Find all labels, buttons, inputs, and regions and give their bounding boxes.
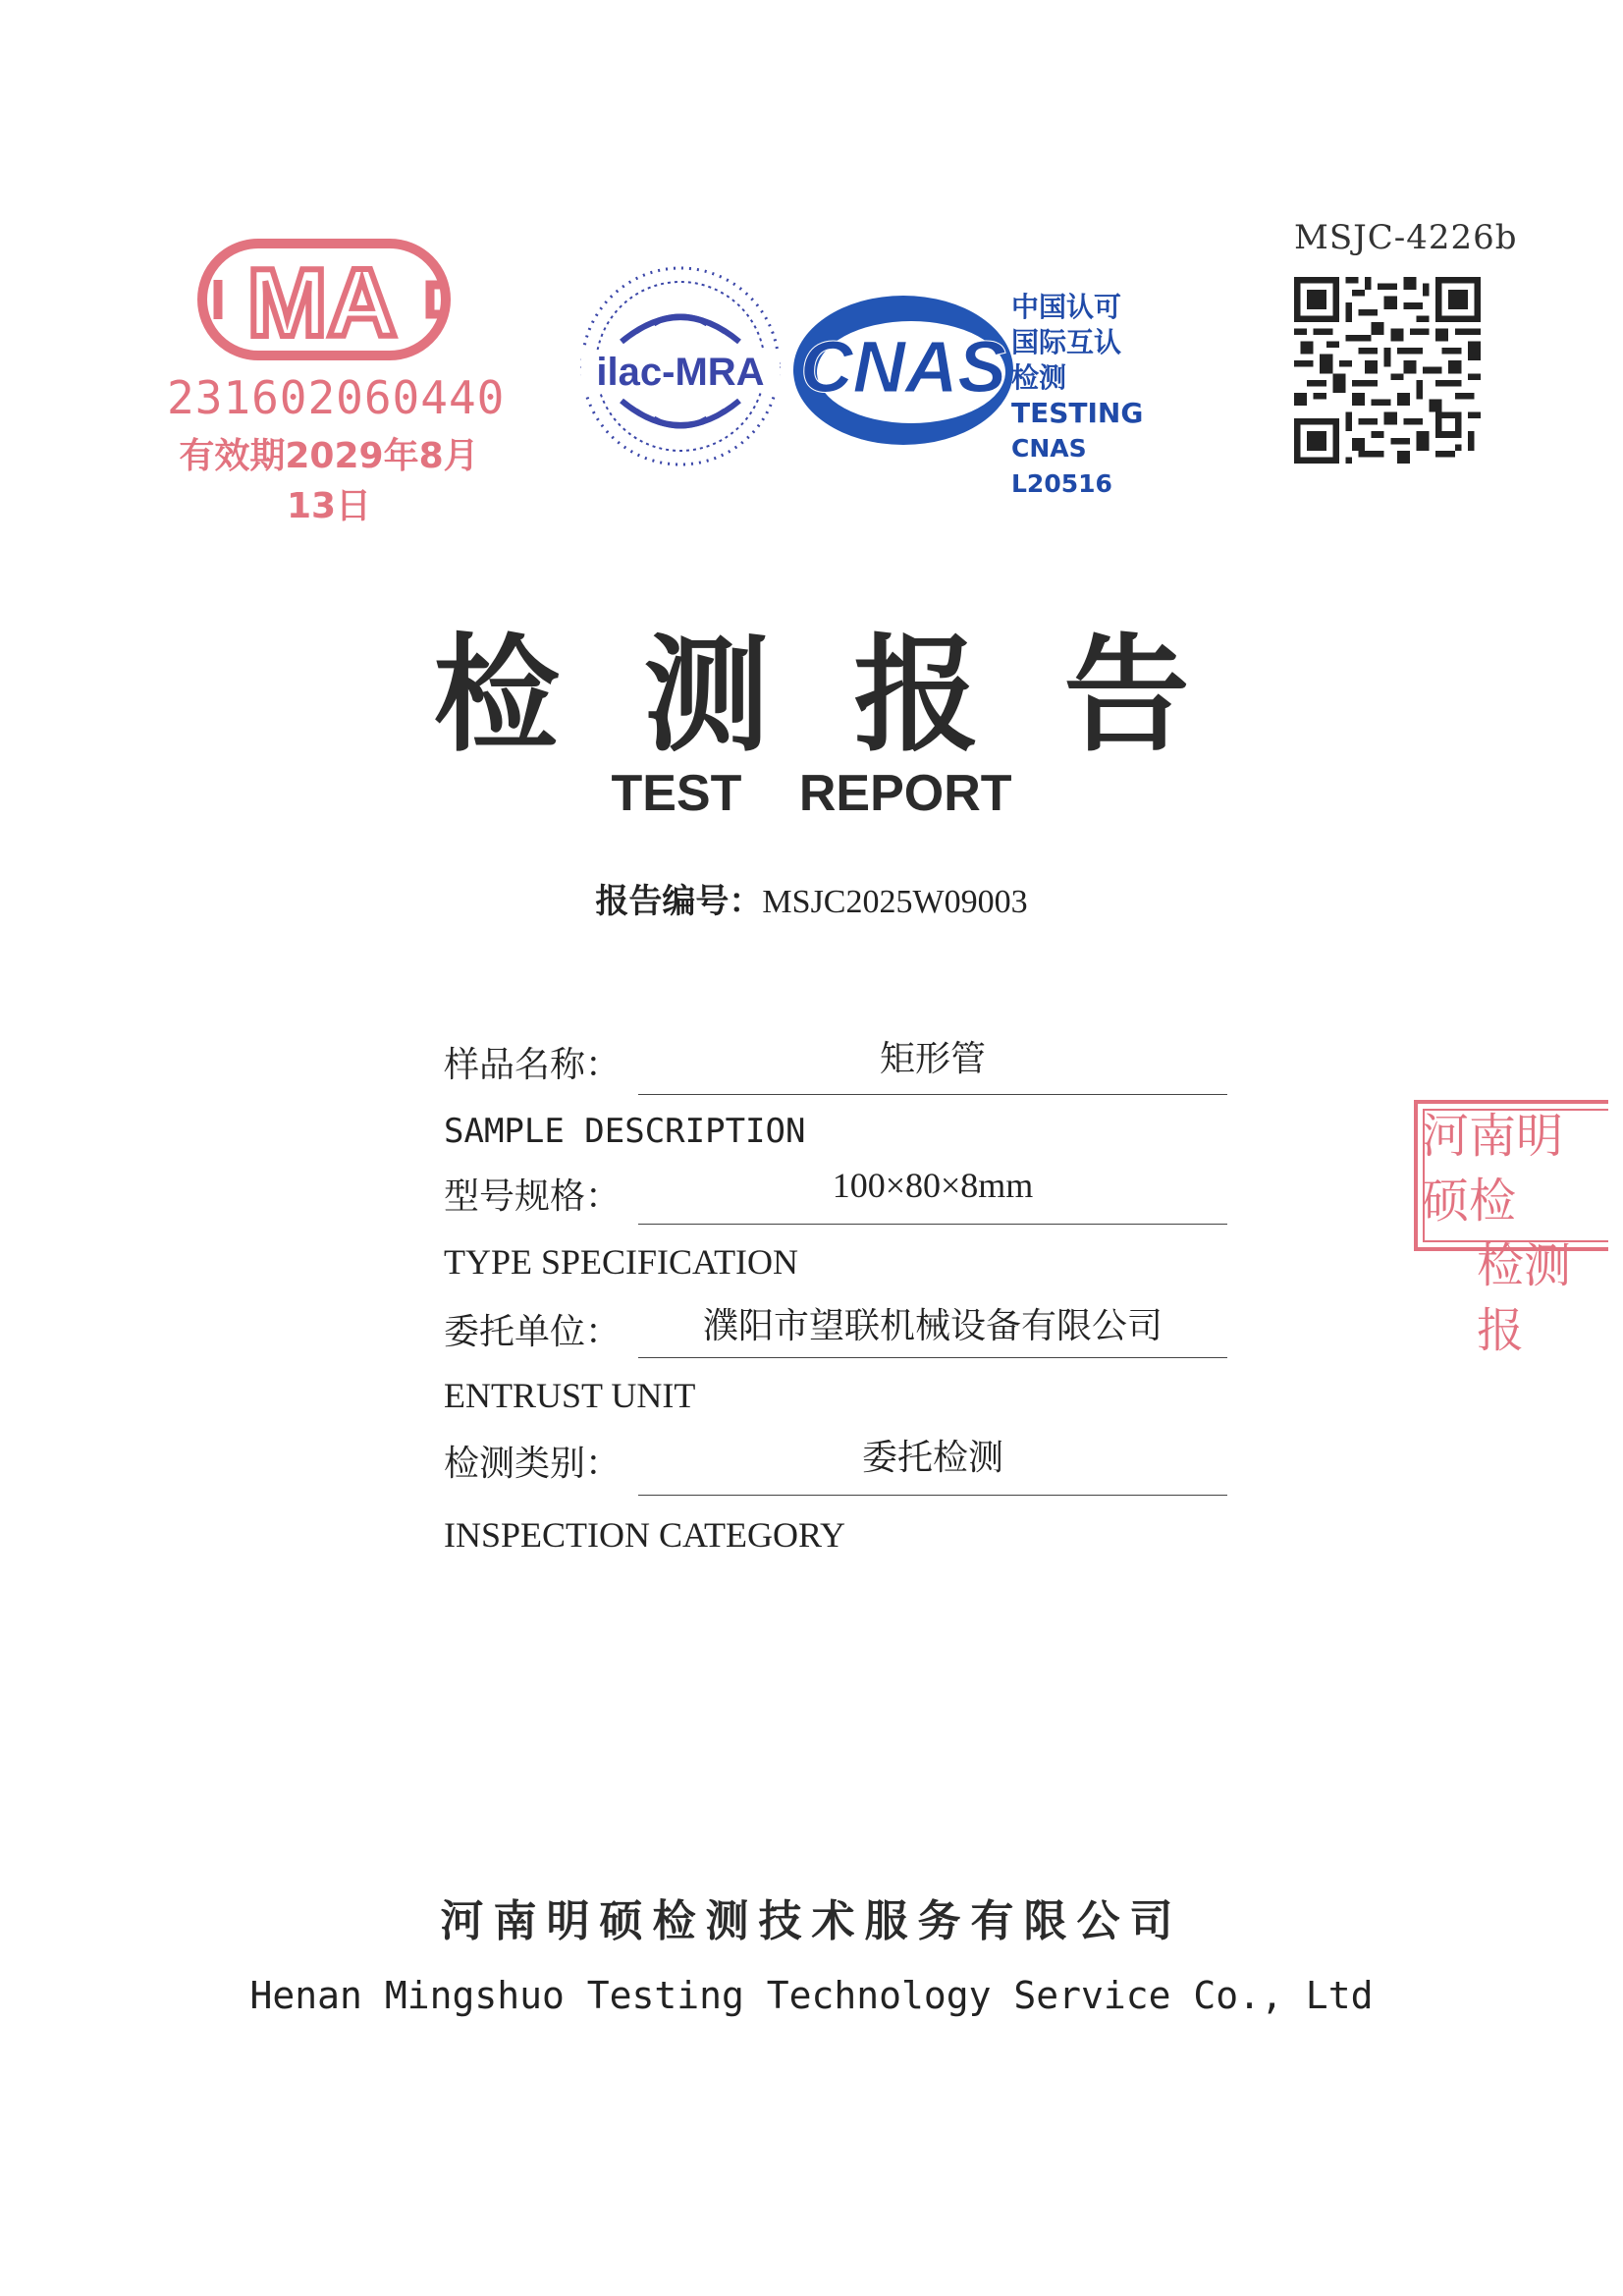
- entrust-unit-label: 委托单位：: [444, 1312, 622, 1352]
- company-stamp-text: [1422, 1104, 1608, 1363]
- cma-seal: [167, 236, 506, 526]
- ilac-mark-text: ilac-MRA: [596, 351, 765, 394]
- cnas-accreditation-text: [1011, 290, 1178, 502]
- cma-valid-date: 有效期2029年8月13日: [179, 436, 479, 526]
- cma-logo-icon: [196, 236, 452, 363]
- company-name-en: Henan Mingshuo Testing Technology Service Co., Ltd: [249, 1974, 1374, 2017]
- inspection-category-value: 委托检测: [861, 1438, 1003, 1478]
- type-spec-label: 型号规格：: [444, 1176, 622, 1217]
- inspection-category-label: 检测类别：: [444, 1444, 622, 1484]
- qr-code-icon: [1294, 277, 1481, 464]
- type-spec-underline: [638, 1224, 1227, 1225]
- cma-mark-text: MA: [246, 248, 398, 356]
- company-stamp-line2: 检测报: [1477, 1238, 1572, 1358]
- inspection-category-label-en: INSPECTION CATEGORY: [444, 1515, 846, 1555]
- sample-name-underline: [638, 1094, 1227, 1095]
- cnas-accreditation-number: CNAS L20516: [1011, 434, 1112, 498]
- cnas-cn-line3: 检测: [1011, 361, 1067, 394]
- cma-number: 231602060440: [167, 371, 506, 424]
- cnas-cn-line2: 国际互认: [1011, 326, 1122, 358]
- sample-description-label-en: SAMPLE DESCRIPTION: [444, 1112, 806, 1151]
- report-title-en: TEST REPORT: [611, 765, 1012, 822]
- cnas-cn-line1: 中国认可: [1011, 291, 1122, 323]
- inspection-category-underline: [638, 1495, 1227, 1496]
- entrust-unit-label-en: ENTRUST UNIT: [444, 1376, 696, 1415]
- report-number-value: MSJC2025W09003: [762, 884, 1028, 920]
- type-spec-label-en: TYPE SPECIFICATION: [444, 1242, 799, 1282]
- cnas-mark-text: CNAS: [800, 326, 1006, 408]
- company-stamp-line1: 河南明硕检: [1422, 1109, 1564, 1229]
- report-number-label: 报告编号：: [595, 882, 763, 921]
- type-spec-value: 100×80×8mm: [832, 1166, 1034, 1205]
- ilac-mra-logo-icon: [577, 263, 784, 469]
- cnas-logo-icon: [785, 290, 1021, 452]
- sample-name-value: 矩形管: [879, 1039, 986, 1079]
- qr-code-label: MSJC-4226b: [1294, 218, 1518, 257]
- entrust-unit-value: 濮阳市望联机械设备有限公司: [702, 1306, 1163, 1346]
- report-number: [0, 874, 1623, 922]
- report-title-cn: 检测报告: [433, 622, 1274, 769]
- entrust-unit-underline: [638, 1357, 1227, 1358]
- cnas-en-line: TESTING: [1011, 397, 1144, 429]
- company-name-cn: 河南明硕检测技术服务有限公司: [440, 1896, 1183, 1946]
- sample-name-label: 样品名称：: [444, 1045, 622, 1085]
